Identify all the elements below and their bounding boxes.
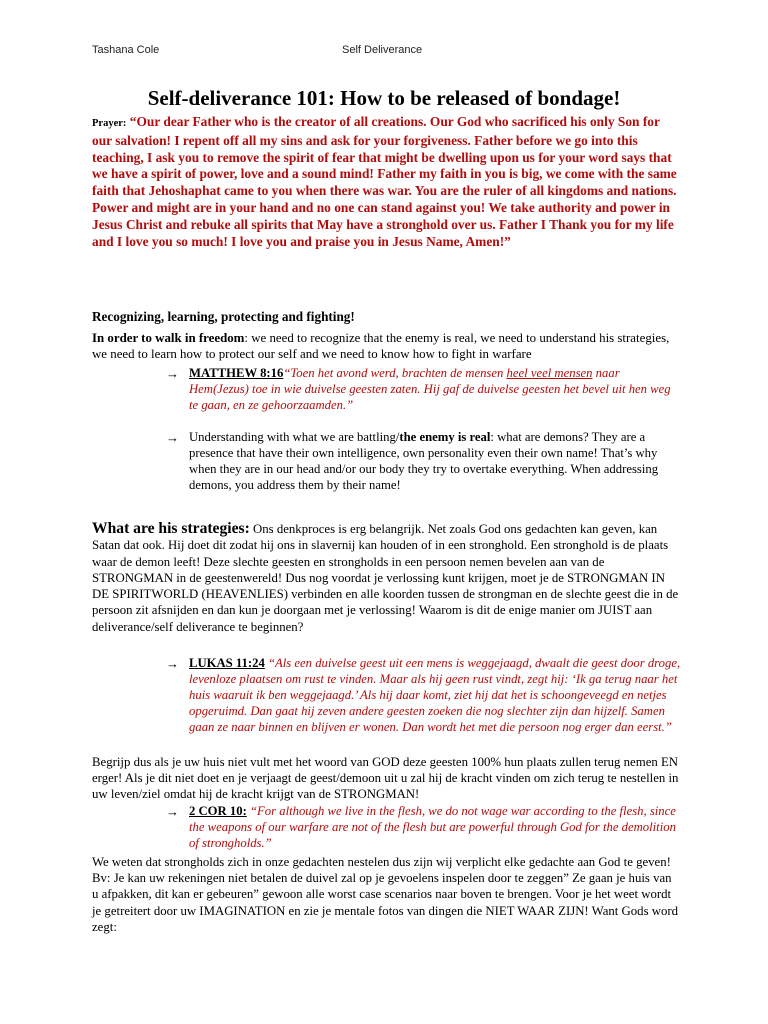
header-author: Tashana Cole [92, 44, 160, 56]
page-title: Self-deliverance 101: How to be released of bondage! [147, 86, 621, 110]
intro-text: : we need to recognize that the enemy is real, we need to understand his strategies, we need to learn how to protect our self and we need to know how to fight in warfare [92, 331, 670, 362]
lukas-quote [189, 656, 681, 736]
battling-paragraph [189, 430, 681, 494]
arrow-bullet-icon: → [166, 366, 179, 381]
strategies-text: Ons denkproces is erg belangrijk. Net zoals God ons gedachten kan geven, kan Satan dat ook. Hij doet dit zodat hij ons in slavernij kan houden of in een stronghold. Een stronghold is de plaats waar de demon leeft! Deze slechte geesten en strongholds in een persoon nemen bevelen aan van de STRONGMAN in de geestenwereld! Dus nog voordat je verlossing kunt krijgen, moet je de STRONGMAN IN DE SPIRITWORLD (HEAVENLIES) verbinden en alle koorden tussen de strongman en de slechte geest die in de persoon zit afsnijden en dan kun je doorgaan met je verlossing! Waarom is dit de enige manier om JUIST aan deliverance/self deliverance te beginnen? [92, 522, 679, 634]
header-document-title: Self Deliverance [342, 44, 423, 56]
fill-house-paragraph: Begrijp dus als je uw huis niet vult met het woord van GOD deze geesten 100% hun plaats zullen terug nemen EN erger! Als je dit niet doet en je verjaagt de geest/demoon uit u zal hij de kracht vinden om zich terug te nestellen in uw leven/ziel omdat hij de kracht krijgt van de STRONGMAN! [92, 755, 679, 802]
battling-bold: the enemy is real [399, 430, 491, 444]
page-header [92, 44, 676, 60]
prayer-text: “Our dear Father who is the creator of all creations. Our God who sacrificed his only Son for our salvation! I repent off all my sins and ask for your forgiveness. Father before we go into this teaching, I ask you to remove the spirit of fear that might be dwelling upon us for your word says that we have a spirit of power, love and a sound mind! Father my faith in you is big, we come with the same faith that Jehoshaphat came to you when there was war. You are the ruler of all kingdoms and nations. Power and might are in your hand and no one can stand against you! We take authority and power in Jesus Christ and rebuke all spirits that May have a stronghold over us. Father I Thank you for my life and I love you so much! I love you and praise you in Jesus Name, Amen!” [92, 114, 677, 249]
section-heading-recognizing: Recognizing, learning, protecting and fighting! [92, 309, 355, 324]
matthew-reference: MATTHEW 8:16 [189, 366, 284, 380]
prayer-paragraph [92, 114, 682, 250]
matthew-quote [189, 366, 681, 414]
cor-reference: 2 COR 10: [189, 804, 247, 818]
lukas-text: “Als een duivelse geest uit een mens is weggejaagd, dwaalt die geest door droge, levenloze plaatsen om rust te vinden. Maar als hij geen rust vindt, zegt hij: ‘Ik ga terug naar het huis waaruit ik ben weggejaagd.’ Als hij daar komt, ziet hij dat het is schoongeveegd en netjes opgeruimd. Dan gaat hij zeven andere geesten zoeken die nog slechter zijn dan hijzelf. Samen gaan ze naar binnen en blijven er wonen. Dan wordt het met die persoon nog erger dan eerst.” [189, 656, 681, 734]
intro-bold-lead: In order to walk in freedom [92, 331, 245, 345]
lukas-reference: LUKAS 11:24 [189, 656, 265, 670]
strongholds-thoughts-paragraph: We weten dat strongholds zich in onze gedachten nestelen dus zijn wij verplicht elke gedachte aan God te geven! Bv: Je kan uw rekeningen niet betalen de duivel zal op je gevoelens inspelen door te zeggen” Ze gaan je huis van u afpakken, dit kan er gebeuren” gewoon alle worst case scenarios naar boven te brengen. Voor je het weet wordt je getreitert door uw IMAGINATION en zie je mentale fotos van dingen die NIET WAAR ZIJN! Want Gods word zegt: [92, 855, 679, 934]
battling-text-b: : what are demons? They are a presence that have their own intelligence, own personality even their own name! That’s why when they are in our head and/or our body they try to overtake everything. When addressing demons, you address them by their name! [189, 430, 659, 492]
matthew-text-underlined: heel veel mensen [506, 366, 593, 380]
strategies-heading: What are his strategies: [92, 520, 250, 537]
matthew-text-b: naar Hem(Jezus) toe in wie duivelse geesten zaten. Hij gaf de duivelse geesten het bevel uit hen weg te gaan, en ze gehoorzaamden.” [189, 366, 671, 412]
matthew-text-a: “Toen het avond werd, brachten de mensen [283, 366, 507, 380]
intro-paragraph [92, 330, 678, 362]
strategies-paragraph [92, 521, 680, 635]
arrow-bullet-icon: → [166, 656, 179, 671]
arrow-bullet-icon: → [166, 804, 179, 819]
arrow-bullet-icon: → [166, 430, 179, 445]
prayer-label: Prayer: [92, 118, 127, 129]
cor-quote [189, 804, 681, 852]
battling-text-a: Understanding with what we are battling/ [189, 430, 400, 444]
cor-text: “For although we live in the flesh, we do not wage war according to the flesh, since the weapons of our warfare are not of the flesh but are powerful through God for the demolition of strongholds.” [189, 804, 676, 850]
